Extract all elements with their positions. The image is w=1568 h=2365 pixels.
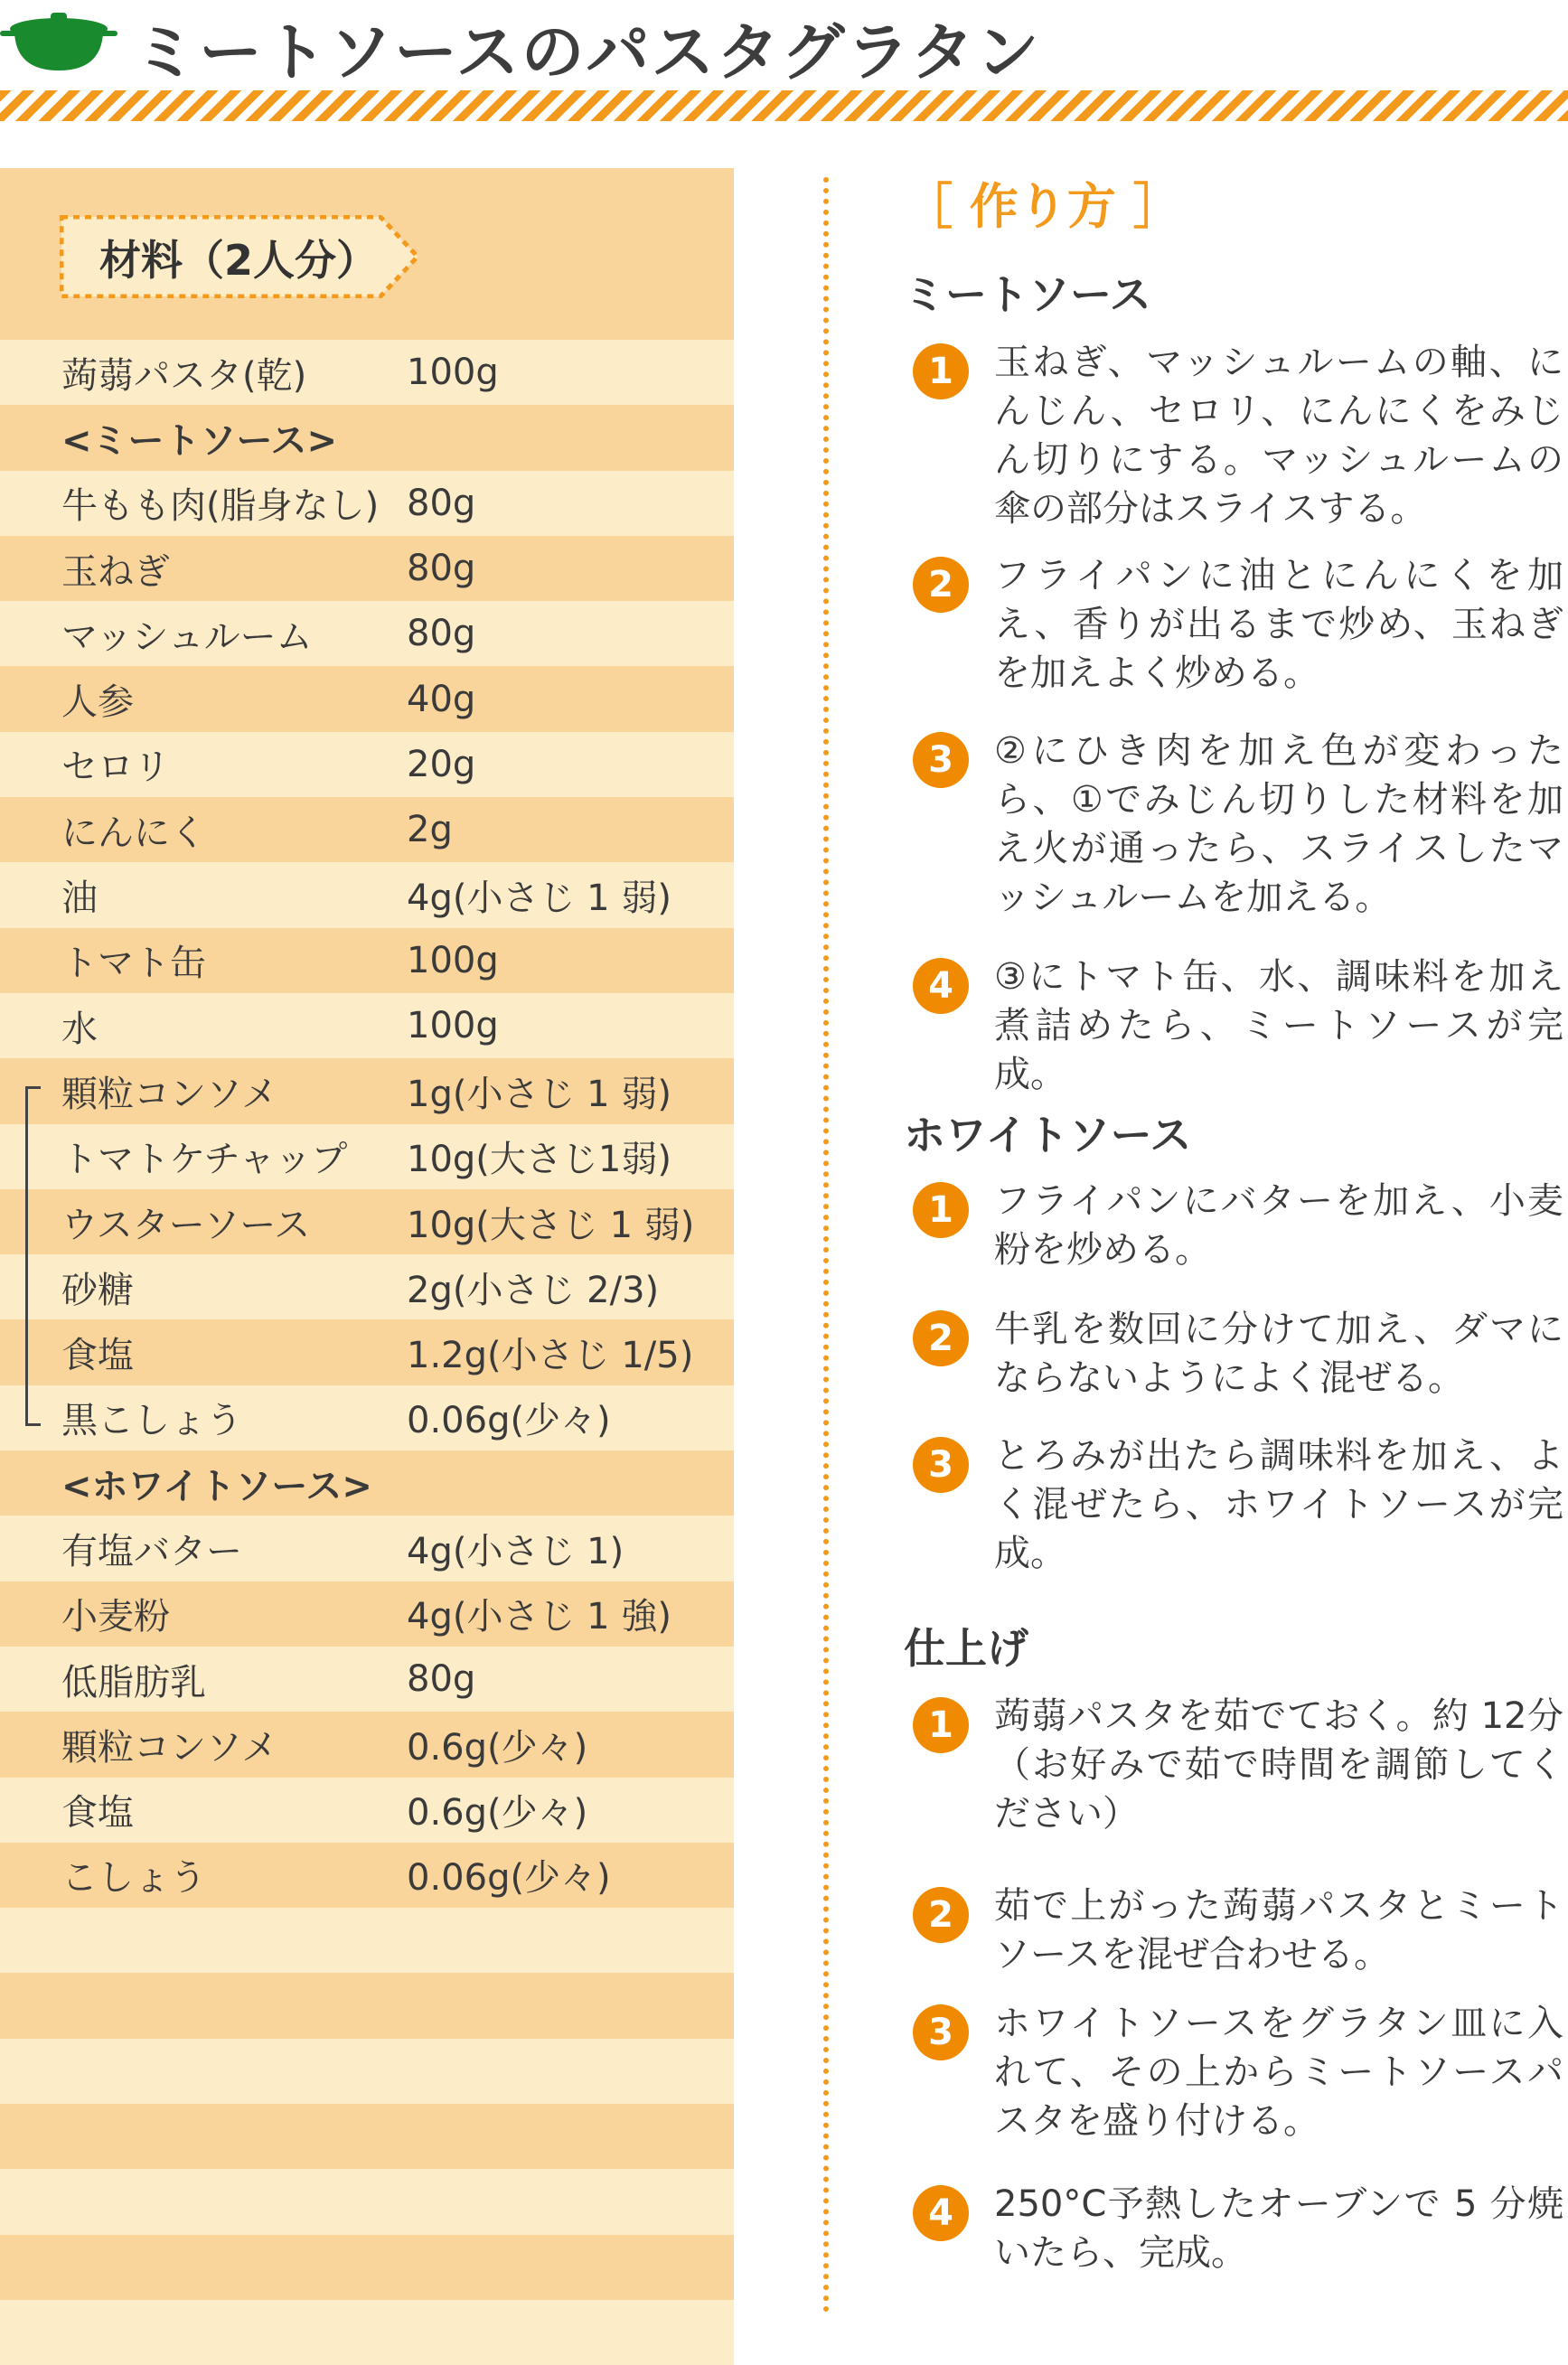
empty-row xyxy=(0,2039,734,2104)
ingredient-row xyxy=(0,1189,734,1254)
method-title: ［ 作り方 ］ xyxy=(904,178,1182,235)
step-number-badge: 1 xyxy=(913,343,969,399)
step-text: ③にトマト缶、水、調味料を加え煮詰めたら、ミートソースが完成。 xyxy=(994,956,1563,1095)
ingredient-amount: 0.6g(少々) xyxy=(407,1726,588,1769)
ingredient-row xyxy=(0,1647,734,1712)
step-number-badge: 2 xyxy=(913,1310,969,1366)
ingredient-amount: 0.6g(少々) xyxy=(407,1792,588,1835)
ingredient-row xyxy=(0,1581,734,1647)
ingredient-amount: 0.06g(少々) xyxy=(407,1400,611,1442)
method-subheading: ミートソース xyxy=(904,270,1151,319)
ingredient-row xyxy=(0,666,734,731)
step-number-badge: 1 xyxy=(913,1697,969,1753)
ingredient-row xyxy=(0,1319,734,1384)
ingredient-name: トマトケチャップ xyxy=(61,1139,348,1181)
ingredient-amount: 10g(大さじ1弱) xyxy=(407,1139,671,1181)
ingredient-name: こしょう xyxy=(61,1857,206,1900)
ingredient-name: 人参 xyxy=(61,681,134,724)
ingredient-name: 油 xyxy=(61,877,98,920)
ingredient-amount: 4g(小さじ 1 弱) xyxy=(407,877,671,920)
ingredient-row xyxy=(0,1124,734,1189)
step-number-badge: 3 xyxy=(913,1437,969,1493)
ingredient-amount: 4g(小さじ 1) xyxy=(407,1530,624,1572)
ingredient-name: 有塩バター xyxy=(61,1530,242,1572)
ingredient-row xyxy=(0,471,734,536)
ingredient-amount: 2g xyxy=(407,809,453,851)
step-number-badge: 2 xyxy=(913,557,969,613)
ingredient-amount: 100g xyxy=(407,1005,499,1047)
step-number-badge: 4 xyxy=(913,958,969,1014)
ingredient-row xyxy=(0,601,734,666)
ingredient-row xyxy=(0,928,734,993)
ingredient-row xyxy=(0,1778,734,1843)
empty-row xyxy=(0,1908,734,1973)
page-header xyxy=(0,0,1568,127)
ingredient-amount: 80g xyxy=(407,1658,476,1701)
ingredient-name: トマト缶 xyxy=(61,943,206,985)
ingredient-name: 水 xyxy=(61,1008,98,1050)
ingredients-heading-label: 材料（2人分） xyxy=(99,236,379,285)
step-text: フライパンにバターを加え、小麦粉を炒める。 xyxy=(994,1180,1563,1271)
ingredient-name: 蒟蒻パスタ(乾) xyxy=(61,354,307,397)
empty-row xyxy=(0,1973,734,2038)
empty-row xyxy=(0,2300,734,2365)
ingredients-list xyxy=(0,340,734,2365)
step-text: 玉ねぎ、マッシュルームの軸、にんじん、セロリ、にんにくをみじん切りにする。マッシュルームの傘の部分はスライスする。 xyxy=(994,342,1563,530)
ingredient-row xyxy=(0,1385,734,1450)
ingredient-row xyxy=(0,797,734,862)
empty-row xyxy=(0,2235,734,2300)
ingredient-name: セロリ xyxy=(61,746,170,789)
step-text: フライパンに油とにんにくを加え、香りが出るまで炒め、玉ねぎを加えよく炒める。 xyxy=(994,555,1563,694)
ingredient-amount: 4g(小さじ 1 強) xyxy=(407,1596,671,1638)
ingredient-name: <ホワイトソース> xyxy=(61,1465,372,1507)
ingredient-name: 牛もも肉(脂身なし) xyxy=(61,485,380,528)
ingredient-row xyxy=(0,1058,734,1123)
green-pot-icon xyxy=(0,7,117,72)
ingredient-amount: 2g(小さじ 2/3) xyxy=(407,1269,660,1311)
header-stripe xyxy=(0,90,1568,121)
ingredient-row xyxy=(0,993,734,1058)
ingredient-name: 食塩 xyxy=(61,1335,134,1377)
ingredient-name: 顆粒コンソメ xyxy=(61,1073,278,1115)
ingredient-row xyxy=(0,732,734,797)
empty-row xyxy=(0,2169,734,2234)
step-text: ②にひき肉を加え色が変わったら、①でみじん切りした材料を加え火が通ったら、スライスしたマッシュルームを加える。 xyxy=(994,730,1563,918)
ingredient-name: にんにく xyxy=(61,812,206,854)
step-text: 250°C予熱したオーブンで 5 分焼いたら、完成。 xyxy=(994,2183,1563,2274)
page-title: ミートソースのパスタグラタン xyxy=(134,15,1041,89)
step-text: とろみが出たら調味料を加え、よく混ぜたら、ホワイトソースが完成。 xyxy=(994,1435,1563,1574)
ingredient-amount: 40g xyxy=(407,678,476,720)
ingredient-name: 砂糖 xyxy=(61,1269,134,1311)
ingredient-row xyxy=(0,340,734,405)
ingredient-amount: 80g xyxy=(407,548,476,590)
method-subheading: 仕上げ xyxy=(904,1624,1028,1673)
step-number-badge: 3 xyxy=(913,2004,969,2060)
ingredient-amount: 0.06g(少々) xyxy=(407,1857,611,1900)
ingredient-amount: 10g(大さじ 1 弱) xyxy=(407,1204,695,1246)
column-divider xyxy=(823,177,829,2313)
step-text: 牛乳を数回に分けて加え、ダマにならないようによく混ぜる。 xyxy=(994,1309,1563,1399)
seasoning-bracket xyxy=(25,1086,41,1426)
step-number-badge: 1 xyxy=(913,1182,969,1238)
ingredient-row xyxy=(0,1254,734,1319)
ingredient-name: マッシュルーム xyxy=(61,615,313,658)
ingredient-section-header xyxy=(0,405,734,470)
empty-row xyxy=(0,2104,734,2169)
ingredient-amount: 100g xyxy=(407,939,499,981)
ingredient-amount: 1.2g(小さじ 1/5) xyxy=(407,1335,694,1377)
ingredient-name: 低脂肪乳 xyxy=(61,1661,206,1703)
step-number-badge: 3 xyxy=(913,732,969,788)
ingredients-heading xyxy=(60,215,421,298)
ingredient-name: 小麦粉 xyxy=(61,1596,170,1638)
ingredient-amount: 100g xyxy=(407,352,499,394)
step-text: 蒟蒻パスタを茹でておく。約 12分（お好みで茹で時間を調節してください） xyxy=(994,1695,1563,1835)
method-subheading: ホワイトソース xyxy=(904,1111,1192,1159)
step-text: ホワイトソースをグラタン皿に入れて、その上からミートソースパスタを盛り付ける。 xyxy=(994,2003,1563,2142)
ingredient-name: ウスターソース xyxy=(61,1204,311,1246)
ingredient-name: <ミートソース> xyxy=(61,419,338,462)
ingredient-amount: 80g xyxy=(407,482,476,524)
ingredients-panel xyxy=(0,168,734,2313)
ingredient-name: 食塩 xyxy=(61,1792,134,1835)
ingredient-row xyxy=(0,1516,734,1581)
step-number-badge: 4 xyxy=(913,2185,969,2241)
ingredient-name: 黒こしょう xyxy=(61,1400,242,1442)
ingredient-name: 玉ねぎ xyxy=(61,550,170,593)
ingredient-row xyxy=(0,1843,734,1908)
ingredient-amount: 80g xyxy=(407,613,476,655)
ingredient-row xyxy=(0,862,734,927)
ingredient-section-header xyxy=(0,1450,734,1516)
step-number-badge: 2 xyxy=(913,1887,969,1943)
ingredient-amount: 1g(小さじ 1 弱) xyxy=(407,1073,671,1115)
step-text: 茹で上がった蒟蒻パスタとミートソースを混ぜ合わせる。 xyxy=(994,1885,1563,1976)
ingredient-row xyxy=(0,1712,734,1777)
ingredient-row xyxy=(0,536,734,601)
ingredient-name: 顆粒コンソメ xyxy=(61,1726,278,1769)
ingredient-amount: 20g xyxy=(407,743,476,785)
